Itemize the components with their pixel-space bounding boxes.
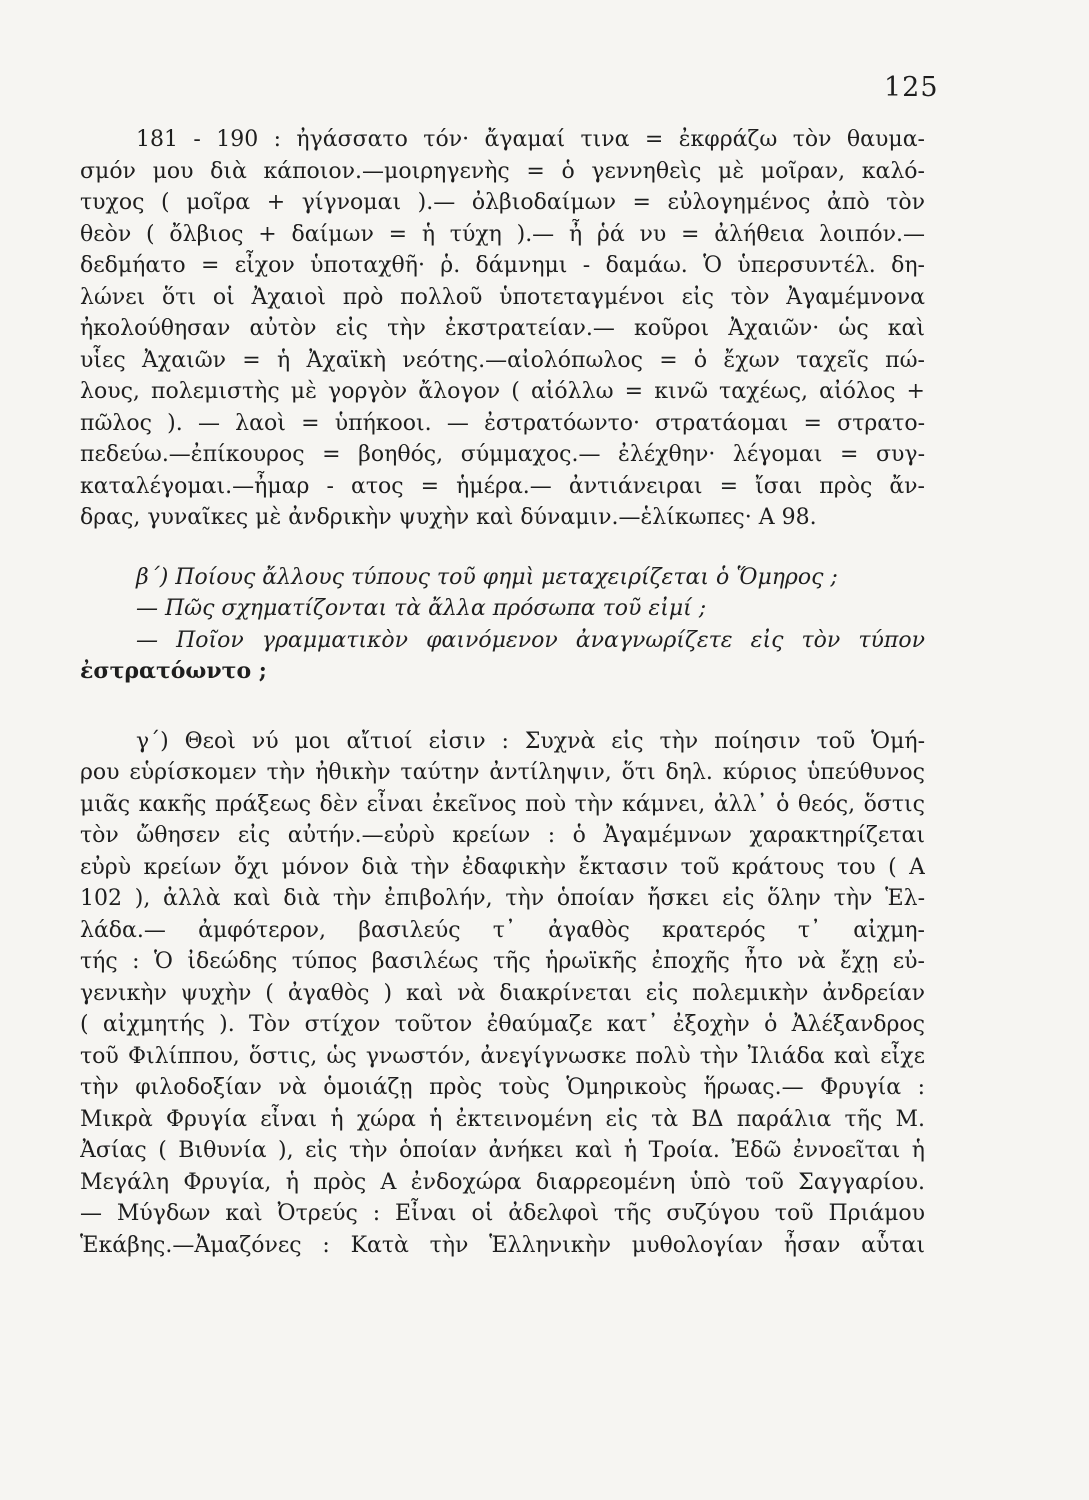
text-line: ( αἰχμητής ). Τὸν στίχον τοῦτον ἐθαύμαζε κατ᾿ ἐξοχὴν ὁ Ἀλέξανδρος (80, 1012, 925, 1037)
page-number: 125 (884, 72, 939, 103)
section-gap (80, 688, 925, 726)
page-body (80, 124, 925, 1261)
text-line: 181 - 190 : ἠγάσσατο τόν· ἄγαμαί τινα = ἐκφράζω τὸν θαυμα- (136, 127, 925, 152)
text-line: λώνει ὅτι οἱ Ἀχαιοὶ πρὸ πολλοῦ ὑποτεταγμένοι εἰς τὸν Ἀγαμέμνονα (80, 284, 925, 310)
text-line: τοῦ Φιλίππου, ὅστις, ὡς γνωστόν, ἀνεγίγνωσκε πολὺ τὴν Ἰλιάδα καὶ εἶχε (80, 1043, 925, 1069)
text-line: θεὸν ( ὄλβιος + δαίμων = ἡ τύχη ).— ἦ ῥά νυ = ἀλήθεια λοιπόν.— (80, 221, 925, 247)
text-line: μιᾶς κακῆς πράξεως δὲν εἶναι ἐκεῖνος ποὺ τὴν κάμνει, ἀλλ᾿ ὁ θεός, ὅστις (80, 791, 925, 817)
text-line: ἠκολούθησαν αὐτὸν εἰς τὴν ἐκστρατείαν.— κοῦροι Ἀχαιῶν· ὡς καὶ (80, 316, 925, 341)
question-line: — Ποῖον γραμματικὸν φαινόμενον ἀναγνωρίζετε εἰς τὸν τύπον (136, 627, 925, 653)
text-line: Ἑκάβης.—Ἀμαζόνες : Κατὰ τὴν Ἑλληνικὴν μυθολογίαν ἦσαν αὗται (80, 1232, 925, 1258)
text-line: καταλέγομαι.—ἦμαρ - ατος = ἡμέρα.— ἀντιάνειραι = ἴσαι πρὸς ἄν- (80, 473, 925, 499)
questions-section (80, 562, 925, 688)
text-line: δεδμήατο = εἶχον ὑποταχθῆ· ῥ. δάμνημι - δαμάω. Ὁ ὑπερσυντέλ. δη- (80, 253, 925, 278)
question-line: — Πῶς σχηματίζονται τὰ ἄλλα πρόσωπα τοῦ εἰμί ; (136, 596, 707, 621)
text-line: Ἀσίας ( Βιθυνία ), εἰς τὴν ὁποίαν ἀνήκει καὶ ἡ Τροία. Ἐδῶ ἐννοεῖται ἡ (80, 1138, 925, 1163)
text-line: λους, πολεμιστὴς μὲ γοργὸν ἄλογον ( αἰόλλω = κινῶ ταχέως, αἰόλος + (80, 379, 925, 404)
question-line: β΄) Ποίους ἄλλους τύπους τοῦ φημὶ μεταχειρίζεται ὁ Ὅμηρος ; (136, 564, 838, 590)
section-gap (80, 534, 925, 562)
text-line: τής : Ὁ ἰδεώδης τύπος βασιλέως τῆς ἡρωϊκῆς ἐποχῆς ἦτο νὰ ἔχῃ εὐ- (80, 949, 925, 974)
text-line: γ΄) Θεοὶ νύ μοι αἴτιοί εἰσιν : Συχνὰ εἰς τὴν ποίησιν τοῦ Ὁμή- (136, 728, 925, 754)
section-g (80, 726, 925, 1262)
text-line: υἷες Ἀχαιῶν = ἡ Ἀχαϊκὴ νεότης.—αἰολόπωλος = ὁ ἔχων ταχεῖς πώ- (80, 347, 925, 373)
text-line: τυχος ( μοῖρα + γίγνομαι ).— ὀλβιοδαίμων = εὐλογημένος ἀπὸ τὸν (80, 190, 925, 215)
text-line: λάδα.— ἀμφότερον, βασιλεύς τ᾿ ἀγαθὸς κρατερός τ᾿ αἰχμη- (80, 917, 925, 943)
text-line: τὴν φιλοδοξίαν νὰ ὁμοιάζῃ πρὸς τοὺς Ὁμηρικοὺς ἥρωας.— Φρυγία : (80, 1075, 925, 1100)
commentary-section (80, 124, 925, 534)
text-line: ρου εὑρίσκομεν τὴν ἠθικὴν ταύτην ἀντίληψιν, ὅτι δηλ. κύριος ὑπεύθυνος (80, 760, 925, 785)
text-line: Μικρὰ Φρυγία εἶναι ἡ χώρα ἡ ἐκτεινομένη εἰς τὰ ΒΔ παράλια τῆς Μ. (80, 1106, 925, 1132)
text-line: τὸν ὤθησεν εἰς αὐτήν.—εὐρὺ κρείων : ὁ Ἀγαμέμνων χαρακτηρίζεται (80, 823, 925, 848)
text-line: Μεγάλη Φρυγία, ἡ πρὸς Α ἐνδοχώρα διαρρεομένη ὑπὸ τοῦ Σαγγαρίου. (80, 1169, 925, 1195)
text-line: εὐρὺ κρείων ὄχι μόνον διὰ τὴν ἐδαφικὴν ἔκτασιν τοῦ κράτους του ( Α (80, 854, 925, 880)
text-line: σμόν μου διὰ κάποιον.—μοιρηγενὴς = ὁ γεννηθεὶς μὲ μοῖραν, καλό- (80, 158, 925, 184)
question-line: ἐστρατόωντο ; (80, 658, 267, 684)
text-line: δρας, γυναῖκες μὲ ἀνδρικὴν ψυχὴν καὶ δύναμιν.—ἑλίκωπες· Α 98. (80, 505, 817, 530)
text-line: πῶλος ). — λαοὶ = ὑπήκοοι. — ἐστρατόωντο· στρατάομαι = στρατο- (80, 410, 925, 436)
text-line: — Μύγδων καὶ Ὀτρεύς : Εἶναι οἱ ἀδελφοὶ τῆς συζύγου τοῦ Πριάμου (80, 1201, 925, 1226)
text-line: πεδεύω.—ἐπίκουρος = βοηθός, σύμμαχος.— ἐλέχθην· λέγομαι = συγ- (80, 442, 925, 467)
text-line: 102 ), ἀλλὰ καὶ διὰ τὴν ἐπιβολήν, τὴν ὁποίαν ἤσκει εἰς ὅλην τὴν Ἑλ- (80, 886, 925, 911)
text-line: γενικὴν ψυχὴν ( ἀγαθὸς ) καὶ νὰ διακρίνεται εἰς πολεμικὴν ἀνδρείαν (80, 980, 925, 1006)
